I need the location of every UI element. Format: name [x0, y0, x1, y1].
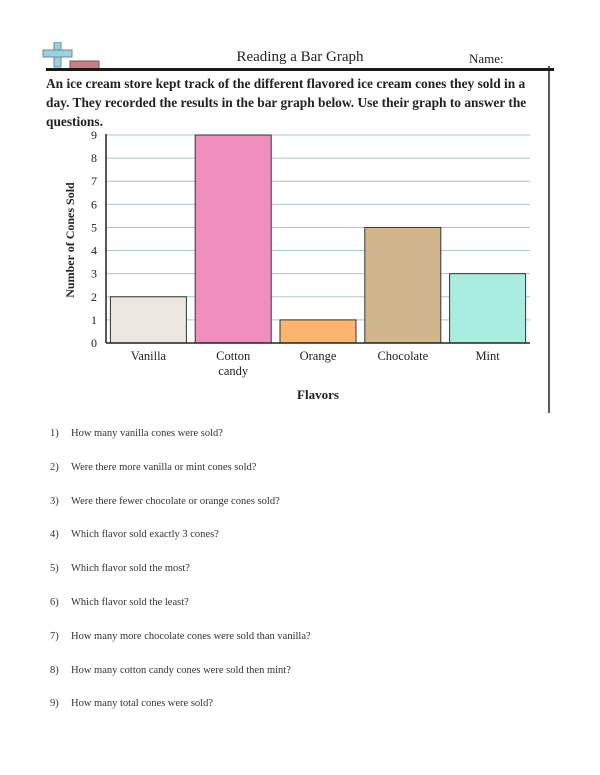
question-text: Which flavor sold exactly 3 cones? [71, 529, 219, 541]
bar [195, 135, 271, 343]
bar [365, 227, 441, 343]
question-item [50, 665, 291, 676]
question-item [50, 428, 223, 439]
question-number: 8) [50, 664, 59, 676]
y-tick-label: 0 [91, 336, 97, 350]
y-tick-label: 3 [91, 266, 97, 281]
question-item [50, 597, 189, 608]
bar [450, 274, 526, 343]
question-item [50, 462, 256, 473]
question-text: Which flavor sold the most? [71, 563, 190, 575]
question-number: 3) [50, 495, 59, 507]
question-number: 9) [50, 698, 59, 710]
question-item [50, 698, 213, 709]
x-tick-label: Chocolate [377, 349, 429, 363]
y-tick-label: 4 [91, 243, 97, 258]
y-tick-label: 6 [91, 197, 97, 212]
x-tick-label: candy [218, 364, 249, 378]
x-tick-label: Mint [475, 349, 500, 363]
question-number: 7) [50, 630, 59, 642]
bar [280, 320, 356, 343]
bar [110, 297, 186, 343]
name-label: Name: [469, 51, 504, 66]
y-axis-title: Number of Cones Sold [63, 182, 77, 298]
question-number: 1) [50, 428, 59, 439]
y-tick-label: 8 [91, 151, 97, 166]
intro-text: An ice cream store kept track of the different flavored ice cream cones they sold in a day. They recorded the results in the bar graph below. Use their graph to answer the questions. [46, 76, 527, 129]
x-tick-label: Orange [299, 349, 337, 363]
question-text: Were there more vanilla or mint cones sold? [71, 461, 257, 473]
question-text: How many total cones were sold? [71, 698, 214, 710]
y-tick-label: 7 [91, 174, 97, 189]
question-number: 4) [50, 529, 59, 541]
question-number: 2) [50, 461, 59, 473]
y-tick-label: 1 [91, 312, 97, 327]
y-tick-label: 2 [91, 289, 97, 304]
y-tick-label: 5 [91, 220, 97, 235]
question-text: How many cotton candy cones were sold then mint? [71, 664, 291, 676]
question-item [50, 529, 219, 540]
x-axis-title: Flavors [297, 387, 339, 402]
question-text: Which flavor sold the least? [71, 597, 189, 608]
question-item [50, 563, 190, 574]
question-item [50, 631, 311, 642]
question-number: 5) [50, 563, 59, 575]
x-tick-label: Vanilla [130, 349, 167, 363]
page-title: Reading a Bar Graph [236, 49, 364, 65]
question-text: How many more chocolate cones were sold than vanilla? [71, 630, 311, 642]
question-text: Were there fewer chocolate or orange cones sold? [71, 495, 280, 507]
question-number: 6) [50, 597, 59, 608]
x-tick-label: Cotton [216, 349, 251, 363]
question-text: How many vanilla cones were sold? [71, 428, 223, 439]
y-tick-label: 9 [91, 128, 97, 142]
question-item [50, 496, 280, 507]
